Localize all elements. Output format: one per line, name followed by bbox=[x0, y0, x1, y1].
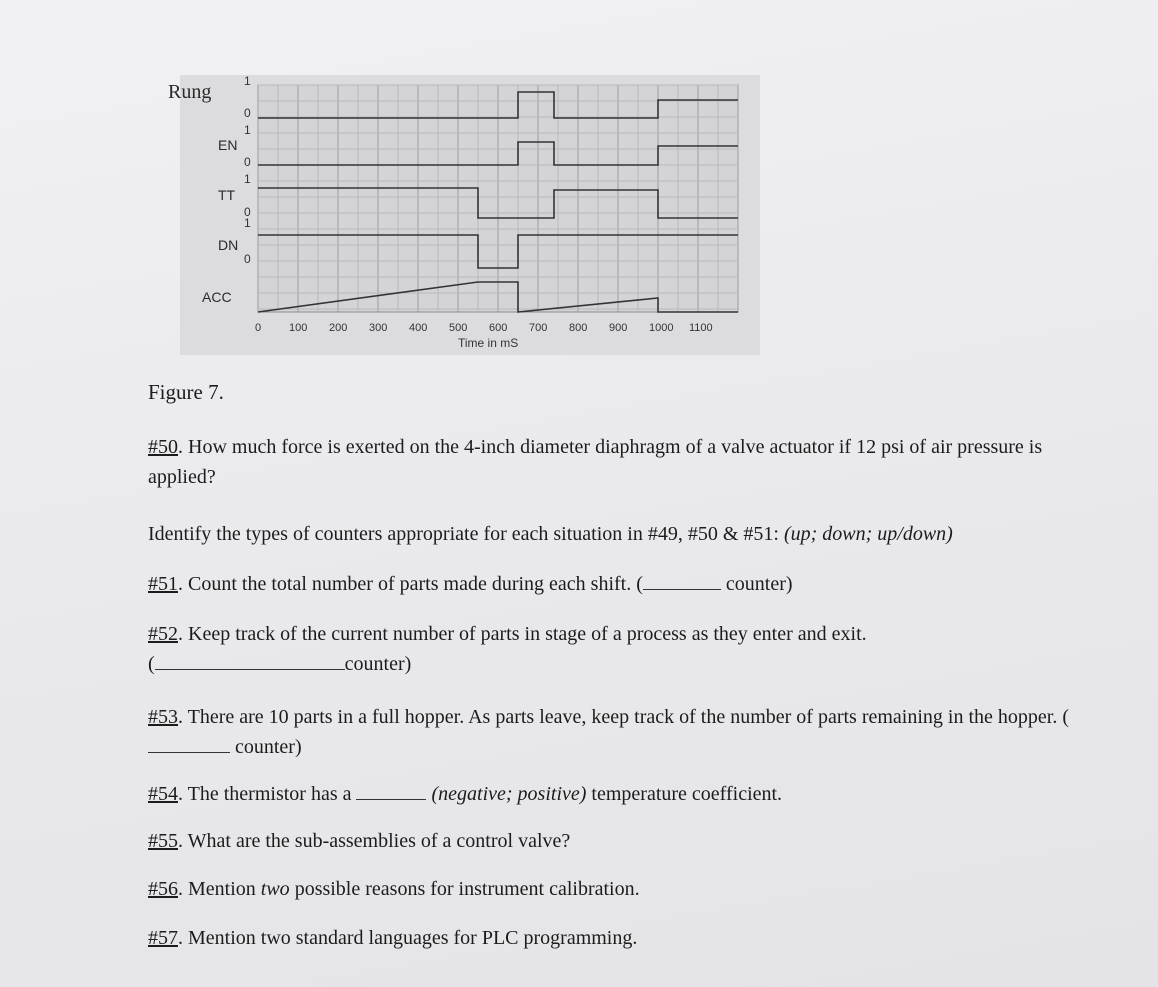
x-tick-label: 1100 bbox=[689, 322, 713, 334]
x-tick-label: 400 bbox=[409, 322, 428, 334]
question-text: . How much force is exerted on the 4-inch diameter diaphragm of a valve actuator if 12 psi of air pressure is applied? bbox=[148, 436, 1043, 488]
question-text: . What are the sub-assemblies of a control valve? bbox=[178, 830, 571, 852]
counter-instruction bbox=[148, 519, 1108, 549]
x-tick-label: 500 bbox=[449, 322, 468, 334]
question-number: #50 bbox=[148, 436, 178, 458]
question-open-paren: ( bbox=[148, 653, 155, 675]
x-tick-label: 800 bbox=[569, 322, 588, 334]
question-50 bbox=[148, 432, 1108, 492]
question-52 bbox=[148, 619, 1108, 679]
instruction-text: Identify the types of counters appropriate for each situation in #49, #50 & #51: bbox=[148, 523, 784, 545]
row-label-en: EN bbox=[218, 137, 238, 153]
question-text-end: possible reasons for instrument calibration. bbox=[289, 878, 640, 900]
timing-diagram bbox=[160, 70, 770, 370]
question-number: #56 bbox=[148, 878, 178, 900]
question-number: #55 bbox=[148, 830, 178, 852]
question-text: . There are 10 parts in a full hopper. As parts leave, keep track of the number of parts remaining in the hopper. ( bbox=[178, 706, 1070, 728]
question-51 bbox=[148, 569, 1108, 599]
question-tail: counter) bbox=[344, 653, 412, 675]
row-label-dn: DN bbox=[218, 237, 239, 253]
timing-diagram-svg bbox=[160, 70, 770, 370]
question-55 bbox=[148, 826, 1108, 856]
level-low-label: 0 bbox=[244, 106, 251, 120]
level-low-label: 0 bbox=[244, 155, 251, 169]
coefficient-options: (negative; positive) bbox=[431, 783, 587, 805]
question-text: . Mention bbox=[178, 878, 261, 900]
question-text: . The thermistor has a bbox=[178, 783, 357, 805]
x-tick-label: 300 bbox=[369, 322, 388, 334]
question-text: . Mention two standard languages for PLC programming. bbox=[178, 927, 638, 949]
question-text: . Keep track of the current number of parts in stage of a process as they enter and exit. bbox=[178, 623, 867, 645]
x-tick-label: 600 bbox=[489, 322, 508, 334]
answer-blank[interactable] bbox=[643, 571, 721, 590]
x-tick-label: 1000 bbox=[649, 322, 674, 334]
x-tick-label: 100 bbox=[289, 322, 308, 334]
question-56 bbox=[148, 874, 1108, 904]
question-54 bbox=[148, 779, 1108, 809]
x-tick-label: 700 bbox=[529, 322, 548, 334]
question-tail: temperature coefficient. bbox=[586, 783, 783, 805]
row-label-rung: Rung bbox=[168, 81, 212, 103]
level-high-label: 1 bbox=[244, 216, 251, 230]
question-number: #52 bbox=[148, 623, 178, 645]
x-axis-label: Time in mS bbox=[458, 336, 519, 350]
question-number: #53 bbox=[148, 706, 178, 728]
question-tail: counter) bbox=[720, 573, 793, 595]
x-tick-label: 900 bbox=[609, 322, 628, 334]
row-label-acc: ACC bbox=[202, 289, 232, 305]
level-high-label: 1 bbox=[244, 74, 251, 88]
question-number: #51 bbox=[148, 573, 178, 595]
question-text: . Count the total number of parts made during each shift. ( bbox=[178, 573, 643, 595]
answer-blank[interactable] bbox=[356, 781, 426, 800]
level-low-label: 0 bbox=[244, 252, 251, 266]
row-label-tt: TT bbox=[218, 187, 236, 203]
question-number: #57 bbox=[148, 927, 178, 949]
question-57 bbox=[148, 923, 1108, 953]
answer-blank[interactable] bbox=[148, 734, 230, 753]
question-emphasis: two bbox=[260, 878, 290, 900]
level-low-label: 0 bbox=[244, 205, 251, 219]
level-high-label: 1 bbox=[244, 172, 251, 186]
counter-options: (up; down; up/down) bbox=[783, 523, 953, 545]
level-high-label: 1 bbox=[244, 123, 251, 137]
x-tick-label: 0 bbox=[255, 322, 262, 334]
question-53 bbox=[148, 702, 1108, 762]
answer-blank[interactable] bbox=[155, 651, 345, 670]
figure-caption: Figure 7. bbox=[148, 380, 224, 404]
x-tick-label: 200 bbox=[329, 322, 348, 334]
question-tail: counter) bbox=[230, 736, 302, 758]
question-number: #54 bbox=[148, 783, 178, 805]
